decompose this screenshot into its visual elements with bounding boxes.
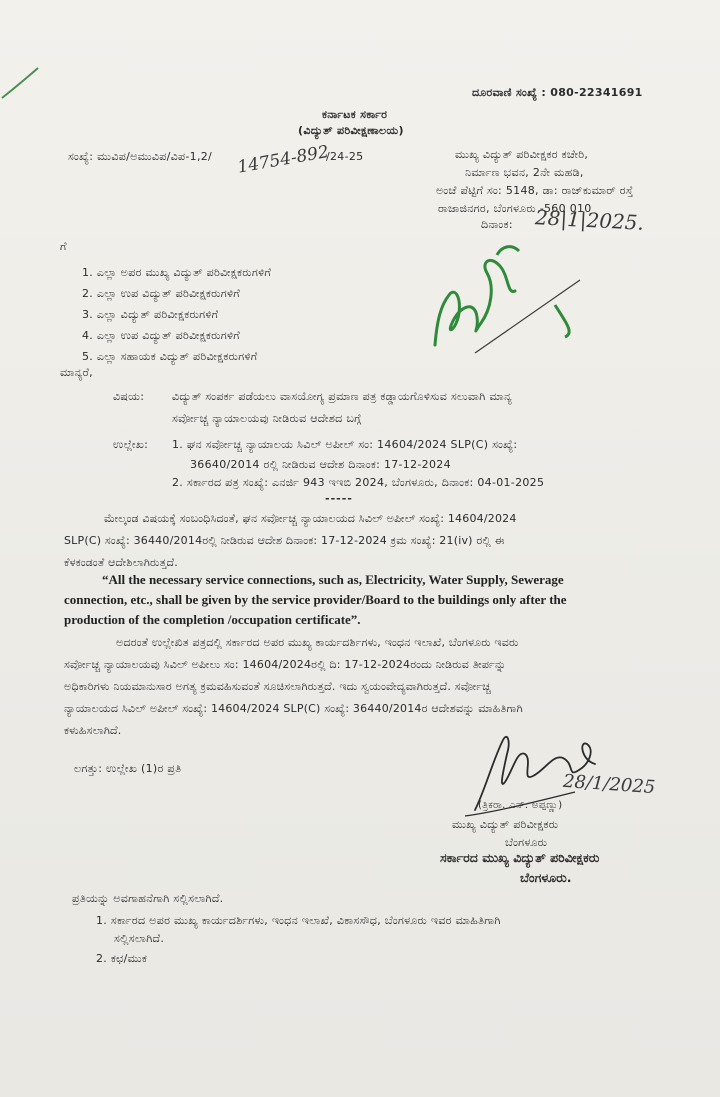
enclosure-note: ಲಗತ್ತು: ಉಲ್ಲೇಖ (1)ರ ಪ್ರತಿ	[74, 762, 182, 775]
official-stamp-title: ಸರ್ಕಾರದ ಮುಖ್ಯ ವಿದ್ಯುತ್ ಪರಿವೀಕ್ಷಕರು	[440, 850, 600, 865]
subject-line-1: ವಿದ್ಯುತ್ ಸಂಪರ್ಕ ಪಡೆಯಲು ವಾಸಯೋಗ್ಯ ಪ್ರಮಾಣ ಪತ್ರ ಕಡ್ಡಾಯಗೊಳಿಸುವ ಸಲುವಾಗಿ ಮಾನ್ಯ	[172, 390, 512, 403]
section-divider: -----	[325, 492, 353, 505]
office-address-line: ಅಂಚೆ ಪೆಟ್ಟಿಗೆ ಸಂ: 5148, ಡಾ: ರಾಜ್‌ಕುಮಾರ್ ರಸ್ತೆ	[436, 184, 634, 197]
phone-number: ದೂರವಾಣಿ ಸಂಖ್ಯೆ : 080-22341691	[472, 86, 643, 99]
reference-label: ಉಲ್ಲೇಖ:	[113, 438, 149, 451]
official-stamp-location: ಬೆಂಗಳೂರು.	[520, 870, 572, 885]
body-line: SLP(C) ಸಂಖ್ಯೆ: 36440/2014ರಲ್ಲಿ ನೀಡಿರುವ ಆದೇಶ ದಿನಾಂಕ: 17-12-2024 ಕ್ರಮ ಸಂಖ್ಯೆ: 21(iv) ರಲ್ಲಿ ಈ	[64, 534, 505, 547]
recipient-item: 5. ಎಲ್ಲಾ ಸಹಾಯಕ ವಿದ್ಯುತ್ ಪರಿವೀಕ್ಷಕರುಗಳಿಗೆ	[82, 350, 258, 363]
signatory-location: ಬೆಂಗಳೂರು	[505, 836, 548, 849]
recipient-item: 3. ಎಲ್ಲಾ ವಿದ್ಯುತ್ ಪರಿವೀಕ್ಷಕರುಗಳಿಗೆ	[82, 308, 219, 321]
body-line: ಸರ್ವೋಚ್ಚ ನ್ಯಾಯಾಲಯವು ಸಿವಿಲ್ ಅಪೀಲು ಸಂ: 14604/2024ರಲ್ಲಿ ದಿ: 17-12-2024ರಂದು ನೀಡಿರುವ ತೀರ್ಪನ್ನು	[64, 658, 507, 671]
recipient-list	[82, 262, 271, 367]
body-line: ಮೇಲ್ಕಂಡ ವಿಷಯಕ್ಕೆ ಸಂಬಂಧಿಸಿದಂತೆ, ಘನ ಸರ್ವೋಚ್ಚ ನ್ಯಾಯಾಲಯದ ಸಿವಿಲ್ ಅಪೀಲ್ ಸಂಖ್ಯೆ: 14604/2024	[104, 512, 517, 525]
reference-item-1b: 36640/2014 ರಲ್ಲಿ ನೀಡಿರುವ ಆದೇಶ ದಿನಾಂಕ: 17-12-2024	[190, 458, 451, 471]
subject-label: ವಿಷಯ:	[113, 390, 145, 403]
quote-line: connection, etc., shall be given by the service provider/Board to the buildings only after the	[64, 592, 567, 607]
government-title: ಕರ್ನಾಟಕ ಸರ್ಕಾರ	[322, 108, 388, 121]
office-address-line: ರಾಜಾಜಿನಗರ, ಬೆಂಗಳೂರು -560 010	[438, 202, 592, 215]
subject-line-2: ಸರ್ವೋಚ್ಚ ನ್ಯಾಯಾಲಯವು ನೀಡಿರುವ ಆದೇಶದ ಬಗ್ಗೆ	[172, 412, 362, 425]
copy-item-1b: ಸಲ್ಲಿಸಲಾಗಿದೆ.	[114, 932, 165, 945]
copy-item-2: 2. ಕಛ/ಮುಕ	[96, 952, 148, 965]
corner-ink-mark	[0, 60, 45, 110]
signatory-name: (ತ್ರಿಕರಾ. ಎನ್. ಅಪ್ಪಣ್ಣು)	[478, 800, 563, 811]
body-line: ಕಳುಹಿಸಲಾಗಿದೆ.	[64, 724, 122, 737]
quote-line: production of the completion /occupation certificate”.	[64, 612, 361, 627]
handwritten-endorsement	[415, 225, 595, 365]
signature-date-handwritten: 28/1/2025	[562, 770, 656, 799]
salutation: ಮಾನ್ಯರೆ,	[60, 366, 93, 379]
body-line: ನ್ಯಾಯಾಲಯದ ಸಿವಿಲ್ ಅಪೀಲ್ ಸಂಖ್ಯೆ: 14604/2024 SLP(C) ಸಂಖ್ಯೆ: 36440/2014ರ ಆದೇಶವನ್ನು ಮಾಹಿತಿಗಾಗಿ	[64, 702, 523, 715]
department-title: (ವಿದ್ಯುತ್ ಪರಿವೀಕ್ಷಣಾಲಯ)	[298, 124, 404, 137]
recipient-item: 2. ಎಲ್ಲಾ ಉಪ ವಿದ್ಯುತ್ ಪರಿವೀಕ್ಷಕರುಗಳಿಗೆ	[82, 287, 240, 300]
office-address-line: ನಿರ್ಮಾಣ ಭವನ, 2ನೇ ಮಹಡಿ,	[465, 166, 584, 179]
court-order-quote	[64, 570, 669, 630]
body-paragraph-1	[64, 508, 674, 574]
reference-number-label: ಸಂಖ್ಯೆ: ಮುವಿಪ/ಅಮುವಿಪ/ವಿಪ-1,2/	[68, 150, 213, 163]
quote-line: “All the necessary service connections, such as, Electricity, Water Supply, Sewerage	[102, 572, 564, 587]
copy-intro: ಪ್ರತಿಯನ್ನು ಅವಗಾಹನೆಗಾಗಿ ಸಲ್ಲಿಸಲಾಗಿದೆ.	[72, 892, 224, 905]
reference-item-2: 2. ಸರ್ಕಾರದ ಪತ್ರ ಸಂಖ್ಯೆ: ಎನರ್ಜಿ 943 ಇಇಬಿ 2024, ಬೆಂಗಳೂರು, ದಿನಾಂಕ: 04-01-2025	[172, 476, 545, 489]
reference-number-handwritten: 14754-892	[236, 141, 331, 178]
reference-year: /24-25	[326, 150, 364, 163]
office-address-line: ಮುಖ್ಯ ವಿದ್ಯುತ್ ಪರಿವೀಕ್ಷಕರ ಕಚೇರಿ,	[455, 148, 589, 161]
date-handwritten: 28|1|2025.	[534, 205, 645, 235]
body-line: ಕೆಳಕಂಡಂತೆ ಆದೇಶಿಲಾಗಿರುತ್ತದೆ.	[64, 556, 178, 569]
reference-item-1a: 1. ಘನ ಸರ್ವೋಚ್ಚ ನ್ಯಾಯಾಲಯ ಸಿವಿಲ್ ಅಪೀಲ್ ಸಂ: 14604/2024 SLP(C) ಸಂಖ್ಯೆ:	[172, 438, 518, 451]
body-line: ಅಧಿಕಾರಿಗಳು ನಿಯಮಾನುಸಾರ ಅಗತ್ಯ ಕ್ರಮವಹಿಸುವಂತೆ ಸೂಚಿಸಲಾಗಿರುತ್ತದೆ. ಇದು ಸ್ವಯಂವೇದ್ಯವಾಗಿರುತ್ತದೆ. ಸರ್ವೋಚ್ಚ	[64, 680, 491, 693]
recipient-item: 1. ಎಲ್ಲಾ ಅಪರ ಮುಖ್ಯ ವಿದ್ಯುತ್ ಪರಿವೀಕ್ಷಕರುಗಳಿಗೆ	[82, 266, 272, 279]
to-label: ಗೆ	[60, 240, 67, 253]
copy-item-1a: 1. ಸರ್ಕಾರದ ಅಪರ ಮುಖ್ಯ ಕಾರ್ಯದರ್ಶಿಗಳು, ಇಂಧನ ಇಲಾಖೆ, ವಿಕಾಸಸೌಧ, ಬೆಂಗಳೂರು ಇವರ ಮಾಹಿತಿಗಾಗಿ	[96, 914, 501, 927]
body-line: ಅದರಂತೆ ಉಲ್ಲೇಖಿತ ಪತ್ರದಲ್ಲಿ ಸರ್ಕಾರದ ಅಪರ ಮುಖ್ಯ ಕಾರ್ಯದರ್ಶಿಗಳು, ಇಂಧನ ಇಲಾಖೆ, ಬೆಂಗಳೂರು ಇವರು	[116, 636, 519, 649]
signatory-title: ಮುಖ್ಯ ವಿದ್ಯುತ್ ಪರಿವೀಕ್ಷಕರು	[452, 818, 559, 831]
recipient-item: 4. ಎಲ್ಲಾ ಉಪ ವಿದ್ಯುತ್ ಪರಿವೀಕ್ಷಕರುಗಳಿಗೆ	[82, 329, 240, 342]
date-label: ದಿನಾಂಕ:	[481, 218, 513, 231]
